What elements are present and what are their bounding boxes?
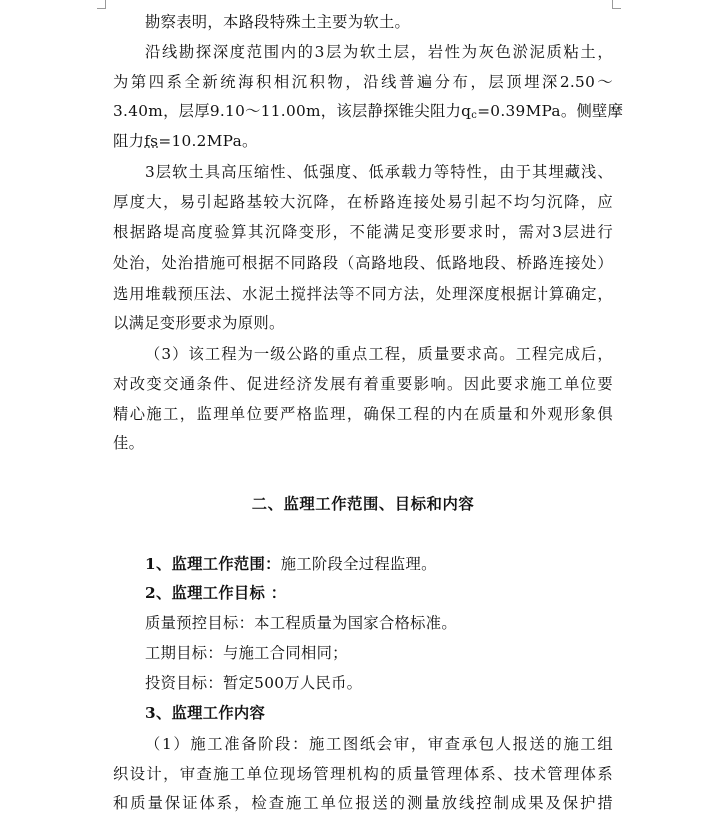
layer3-line-3-a: 3.40m，层厚9.10～11.00m，该层静探锥尖阻力q [113, 102, 472, 120]
goal-investment: 投资目标：暂定500万人民币。 [145, 674, 363, 692]
item3-line-1: （3）该工程为一级公路的重点工程，质量要求高。工程完成后， [145, 345, 613, 363]
goals-label: 2、监理工作目标 ： [145, 584, 287, 602]
item3-line-3: 精心施工，监理单位要严格监理，确保工程的内在质量和外观形象俱 [113, 405, 613, 423]
softsoil-line-1: 3层软土具高压缩性、低强度、低承载力等特性，由于其埋藏浅、 [145, 163, 613, 181]
softsoil-line-5: 选用堆载预压法、水泥土搅拌法等不同方法，处理深度根据计算确定， [113, 285, 613, 303]
softsoil-line-3: 根据路堤高度验算其沉降变形，不能满足变形要求时，需对3层进行 [113, 223, 613, 241]
item3-line-4: 佳。 [113, 434, 145, 452]
scope-line [145, 554, 645, 574]
intro-line: 勘察表明，本路段特殊土主要为软土。 [145, 13, 411, 31]
section-heading: 二、监理工作范围、目标和内容 [251, 495, 475, 513]
item3-line-2: 对改变交通条件、促进经济发展有着重要影响。因此要求施工单位要 [113, 375, 613, 393]
content-line-1: （1）施工准备阶段：施工图纸会审，审查承包人报送的施工组 [145, 735, 613, 753]
goal-quality: 质量预控目标：本工程质量为国家合格标准。 [145, 614, 457, 632]
layer3-line-1: 沿线勘探深度范围内的3层为软土层，岩性为灰色淤泥质粘土， [145, 43, 613, 61]
layer3-line-4-a: 阻力 [113, 132, 145, 150]
layer3-line-4 [113, 131, 613, 151]
content-label: 3、监理工作内容 [145, 704, 266, 722]
content-line-3: 和质量保证体系，检查施工单位报送的测量放线控制成果及保护措 [113, 794, 613, 812]
scope-value: 施工阶段全过程监理。 [280, 555, 437, 573]
goal-schedule: 工期目标：与施工合同相同； [145, 644, 348, 662]
fs-symbol: fs [144, 132, 159, 150]
softsoil-line-2: 厚度大，易引起路基较大沉降，在桥路连接处易引起不均匀沉降，应 [113, 193, 613, 211]
layer3-line-4-b: =10.2MPa。 [158, 132, 258, 150]
layer3-line-2: 为第四系全新统海积相沉积物，沿线普遍分布，层顶埋深2.50～ [113, 73, 613, 91]
layer3-line-3 [113, 101, 624, 126]
layer3-line-3-b: =0.39MPa。侧壁摩 [477, 102, 624, 120]
scope-label: 1、监理工作范围： [145, 555, 281, 573]
softsoil-line-6: 以满足变形要求为原则。 [113, 314, 285, 332]
softsoil-line-4: 处治，处治措施可根据不同路段（高路地段、低路地段、桥路连接处） [113, 254, 613, 272]
content-line-2: 织设计，审查施工单位现场管理机构的质量管理体系、技术管理体系 [113, 765, 613, 783]
qc-subscript: c [471, 110, 478, 121]
page-corner-mark-left [97, 0, 106, 9]
page-corner-mark-right [612, 0, 621, 9]
